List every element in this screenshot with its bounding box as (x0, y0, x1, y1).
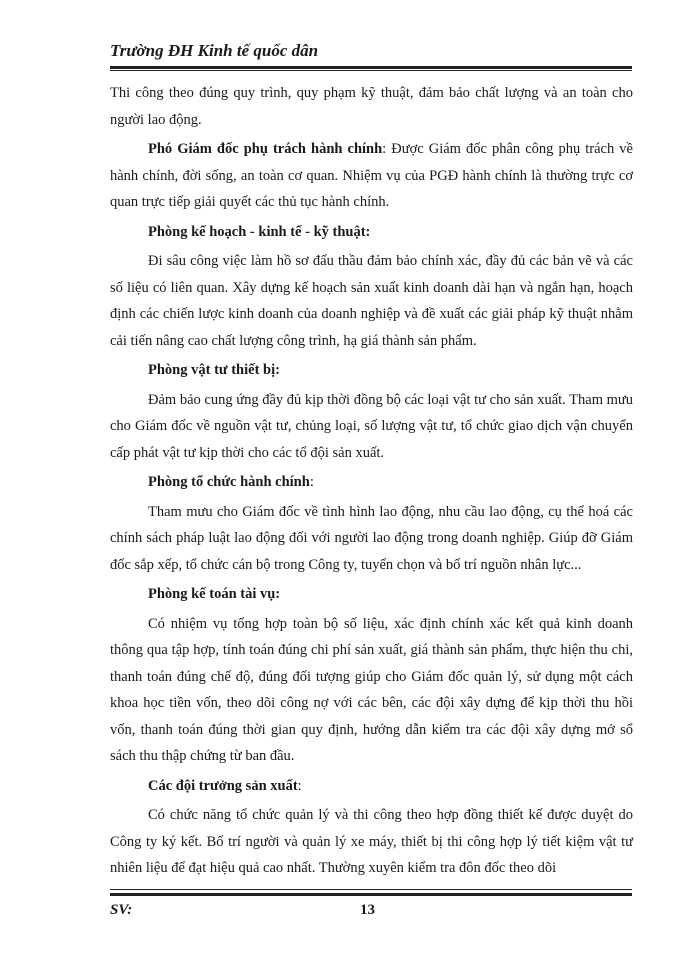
footer-sv-label: SV: (110, 902, 133, 918)
heading-doi-truong: Các đội trưởng sản xuất: (148, 777, 302, 794)
header-title: Trường ĐH Kinh tế quốc dân (110, 41, 319, 60)
page-number: 13 (360, 902, 375, 918)
footer-rule-thin (110, 889, 632, 890)
heading-phong-ke-hoach (110, 219, 633, 246)
footer-rule-thick (110, 893, 632, 896)
heading-phong-ke-toan (110, 581, 633, 608)
paragraph: Tham mưu cho Giám đốc về tình hình lao động, nhu cầu lao động, cụ thể hoá các chính sách pháp luật lao động đối với người lao động trong doanh nghiệp. Giúp đỡ Giám đốc sắp xếp, tổ chức cán bộ trong Công ty, tuyển chọn và bố trí nguồn nhân lực... (110, 503, 633, 573)
heading-phong-to-chuc: Phòng tổ chức hành chính: (148, 474, 314, 490)
heading-phong-vat-tu (110, 357, 633, 384)
paragraph: Có chức năng tổ chức quản lý và thi công theo hợp đồng thiết kế được duyệt do Công ty ký kết. Bố trí người và quản lý xe máy, thiết bị thi công hợp lý tiết kiệm vật tư nhiên liệu để đạt hiệu quả cao nhất. Thường xuyên kiểm tra đôn đốc theo dõi (110, 807, 633, 876)
paragraph-pgd-hanh-chinh: Phó Giám đốc phụ trách hành chính: Được Giám đốc phân công phụ trách về hành chính, đời sống, an toàn cơ quan. Nhiệm vụ của PGĐ hành chính là thường trực cơ quan trực tiếp giải quyết các thủ tục hành chính. (110, 141, 633, 210)
paragraph: Có nhiệm vụ tổng hợp toàn bộ số liệu, xác định chính xác kết quả kinh doanh thông qua tập hợp, tính toán đúng chi phí sản xuất, giá thành sản phẩm, thực hiện thu chi, thanh toán đúng chế độ, đúng đối tượng giúp cho Giám đốc quản lý, sử dụng một cách khoa học tiền vốn, theo dõi công nợ với các bên, các đội xây dựng để kịp thời thu hồi vốn, thanh toán đúng thời gian quy định, hướng dẫn kiểm tra các đội xây dựng mở sổ sách thu thập chứng từ ban đầu. (110, 615, 633, 764)
section-label: Phòng kế toán tài vụ: (148, 586, 281, 602)
section-label: Phó Giám đốc phụ trách hành chính (148, 141, 383, 157)
section-label: Các đội trưởng sản xuất (148, 777, 298, 794)
header-rule-thin (110, 70, 632, 71)
body-text (110, 80, 633, 885)
section-label: Phòng vật tư thiết bị: (148, 362, 280, 378)
paragraph: Thi công theo đúng quy trình, quy phạm kỹ thuật, đảm bảo chất lượng và an toàn cho người lao động. (110, 85, 633, 128)
section-label: Phòng kế hoạch - kinh tế - kỹ thuật: (148, 223, 371, 240)
paragraph: Đi sâu công việc làm hồ sơ đấu thầu đảm bảo chính xác, đầy đủ các bản vẽ và các số liệu có liên quan. Xây dựng kế hoạch sản xuất kinh doanh dài hạn và ngắn hạn, hoạch định các chiến lược kinh doanh của doanh nghiệp và đề xuất các giải pháp kỹ thuật nhằm cải tiến nâng cao chất lượng công trình, hạ giá thành sản phẩm. (110, 253, 633, 349)
paragraph: Đảm bảo cung ứng đầy đủ kịp thời đồng bộ các loại vật tư cho sản xuất. Tham mưu cho Giám đốc về nguồn vật tư, chủng loại, số lượng vật tư, tổ chức giao dịch vận chuyển cấp phát vật tư kịp thời cho các tổ đội sản xuất. (110, 391, 633, 461)
header-rule-thick (110, 66, 632, 69)
section-label: Phòng tổ chức hành chính (148, 474, 310, 490)
